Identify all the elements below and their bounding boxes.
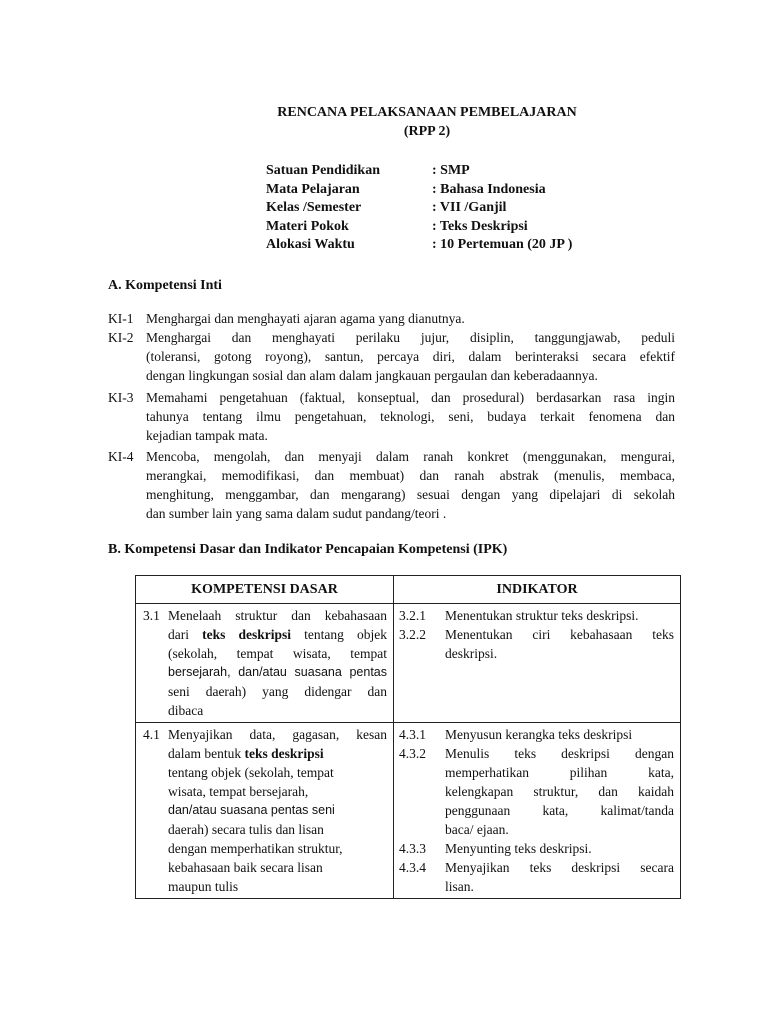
indicator-item: [394, 725, 680, 744]
indicator-line: penggunaan kata, kalimat/tanda: [445, 803, 674, 818]
ki-line: Mencoba, mengolah, dan menyaji dalam ranah konkret (menggunakan, mengurai,: [146, 449, 675, 464]
indicator-line: Menyajikan teks deskripsi secara: [445, 860, 674, 875]
indicator-cell: [394, 604, 681, 723]
ki-line: tahunya tentang ilmu pengetahuan, teknologi, seni, budaya terkait fenomena dan: [146, 409, 675, 424]
meta-row: [266, 180, 572, 199]
kd-number: 3.1: [143, 608, 160, 623]
kd-line: dari teks deskripsi tentang objek: [168, 627, 387, 642]
indicator-line: Menulis teks deskripsi dengan: [445, 746, 674, 761]
meta-row: [266, 161, 572, 180]
indicator-line: kelengkapan struktur, dan kaidah: [445, 784, 674, 799]
meta-row: [266, 198, 572, 217]
indicator-line: memperhatikan pilihan kata,: [445, 765, 674, 780]
meta-value: : 10 Pertemuan (20 JP ): [432, 237, 573, 253]
kd-line: dibaca: [168, 703, 204, 718]
meta-label: Alokasi Waktu: [266, 237, 355, 253]
indicator-line: lisan.: [445, 879, 474, 894]
indicator-number: 4.3.3: [399, 841, 426, 856]
kd-line: (sekolah, tempat wisata, tempat: [168, 646, 387, 661]
meta-label: Kelas /Semester: [266, 200, 362, 216]
competency-table: [135, 575, 681, 899]
meta-value: : VII /Ganjil: [432, 200, 507, 216]
kd-line: dan/atau suasana pentas seni: [168, 803, 335, 817]
document-title: RENCANA PELAKSANAAN PEMBELAJARAN: [277, 105, 577, 120]
meta-row: [266, 217, 572, 236]
kd-line: dengan memperhatikan struktur,: [168, 841, 343, 856]
indicator-line: Menyusun kerangka teks deskripsi: [445, 727, 633, 742]
kd-line: daerah) secara tulis dan lisan: [168, 822, 324, 837]
kd-line: tentang objek (sekolah, tempat: [168, 765, 334, 780]
document-subtitle: (RPP 2): [403, 124, 451, 139]
meta-label: Materi Pokok: [266, 218, 349, 234]
column-header-indicator: INDIKATOR: [394, 576, 681, 604]
ki-item: [108, 388, 675, 445]
indicator-line: Menentukan ciri kebahasaan teks: [445, 627, 674, 642]
kd-line: seni daerah) yang didengar dan: [168, 684, 387, 699]
ki-code: KI-3: [108, 390, 134, 405]
column-header-kd: KOMPETENSI DASAR: [136, 576, 394, 604]
ki-line: merangkai, memodifikasi, dan membuat) dan ranah abstrak (menulis, membaca,: [146, 468, 675, 483]
table-row: [136, 604, 681, 723]
meta-label: Satuan Pendidikan: [266, 163, 380, 178]
kd-number: 4.1: [143, 727, 160, 742]
section-b-heading: B. Kompetensi Dasar dan Indikator Pencapaian Kompetensi (IPK): [108, 542, 508, 557]
indicator-item: [394, 744, 680, 839]
ki-line: menghitung, menggambar, dan mengarang) sesuai dengan yang dipelajari di sekolah: [146, 487, 675, 502]
indicator-number: 4.3.1: [399, 727, 426, 742]
ki-item: [108, 309, 675, 328]
meta-value: : Bahasa Indonesia: [432, 181, 546, 197]
kd-line: dalam bentuk teks deskripsi: [168, 746, 324, 761]
ki-code: KI-1: [108, 311, 134, 326]
kd-line: bersejarah, dan/atau suasana pentas: [168, 665, 387, 679]
ki-item: [108, 328, 675, 385]
kd-line: Menelaah struktur dan kebahasaan: [168, 608, 387, 623]
indicator-number: 3.2.2: [399, 627, 426, 642]
indicator-number: 4.3.2: [399, 746, 426, 761]
identity-block: [266, 161, 572, 254]
indicator-line: baca/ ejaan.: [445, 822, 509, 837]
indicator-cell: [394, 723, 681, 899]
meta-label: Mata Pelajaran: [266, 181, 360, 197]
indicator-line: deskripsi.: [445, 646, 498, 661]
ki-code: KI-2: [108, 330, 134, 345]
ki-line: dan sumber lain yang sama dalam sudut pandang/teori .: [146, 506, 447, 521]
kd-line: kebahasaan baik secara lisan: [168, 860, 323, 875]
indicator-item: [394, 858, 680, 896]
meta-row: [266, 235, 572, 254]
kd-line: maupun tulis: [168, 879, 239, 894]
kd-cell: [136, 723, 394, 899]
ki-line: Menghargai dan menghayati perilaku jujur, disiplin, tanggungjawab, peduli: [146, 330, 675, 345]
indicator-item: [394, 625, 680, 663]
ki-line: (toleransi, gotong royong), santun, percaya diri, dalam berinteraksi secara efektif: [146, 349, 675, 364]
indicator-item: [394, 839, 680, 858]
indicator-line: Menentukan struktur teks deskripsi.: [445, 608, 639, 623]
ki-line: dengan lingkungan sosial dan alam dalam jangkauan pergaulan dan keberadaannya.: [146, 368, 598, 383]
indicator-item: [394, 606, 680, 625]
ki-line: Menghargai dan menghayati ajaran agama yang dianutnya.: [146, 311, 465, 326]
indicator-number: 4.3.4: [399, 860, 426, 875]
kd-line: Menyajikan data, gagasan, kesan: [168, 727, 387, 742]
indicator-line: Menyunting teks deskripsi.: [445, 841, 592, 856]
indicator-number: 3.2.1: [399, 608, 426, 623]
kd-line: wisata, tempat bersejarah,: [168, 784, 309, 799]
ki-line: Memahami pengetahuan (faktual, konseptual, dan prosedural) berdasarkan rasa ingin: [146, 390, 675, 405]
table-row: [136, 723, 681, 899]
ki-code: KI-4: [108, 449, 134, 464]
ki-line: kejadian tampak mata.: [146, 428, 268, 443]
meta-value: : SMP: [432, 163, 470, 178]
meta-value: : Teks Deskripsi: [432, 218, 528, 234]
table-header-row: [136, 576, 681, 604]
section-a-heading: A. Kompetensi Inti: [108, 278, 222, 293]
kd-cell: [136, 604, 394, 723]
ki-item: [108, 447, 675, 523]
